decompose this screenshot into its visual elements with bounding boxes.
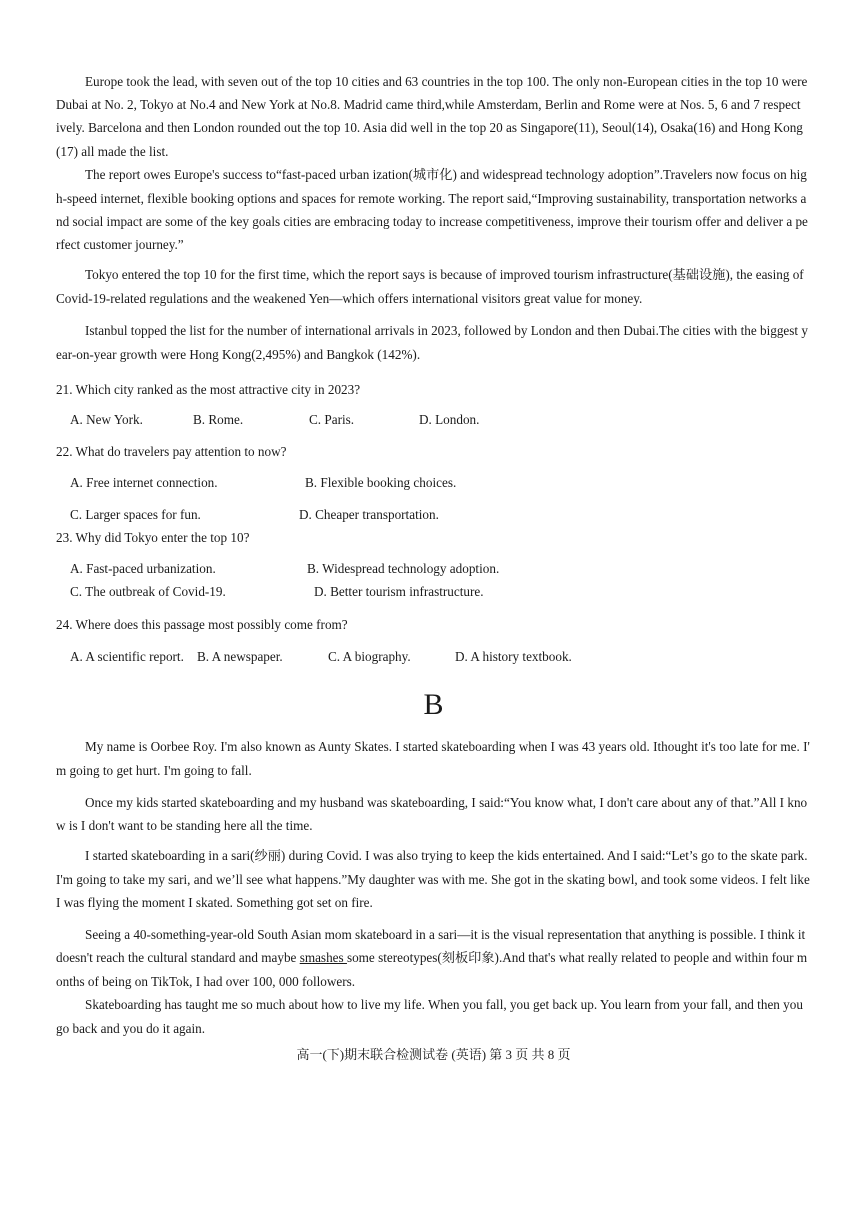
passage-a-p2-line3: nd social impact are some of the key goals cities are embracing today to increase competitiveness, improve their tourism offer and deliver a pe bbox=[56, 214, 808, 229]
passage-b-p2-line2: w is I don't want to be standing here all the time. bbox=[56, 818, 313, 833]
passage-a-p1-line1: Europe took the lead, with seven out of the top 10 cities and 63 countries in the top 100. The only non-European cities in the top 10 were bbox=[85, 74, 808, 89]
passage-a-p3-line2: Covid-19-related regulations and the weakened Yen—which offers international visitors great value for money. bbox=[56, 291, 643, 306]
passage-b-p3-line3: I was flying the moment I skated. Something got set on fire. bbox=[56, 895, 373, 910]
question-21-stem: 21. Which city ranked as the most attractive city in 2023? bbox=[56, 382, 361, 397]
passage-b-p4-line3: onths of being on TikTok, I had over 100, 000 followers. bbox=[56, 974, 356, 989]
passage-b-p3-line2: I'm going to take my sari, and we’ll see what happens.”My daughter was with me. She got in the skating bowl, and took some videos. I felt like bbox=[56, 872, 810, 887]
question-21-option-c: C. Paris. bbox=[309, 412, 355, 427]
question-22-option-c: C. Larger spaces for fun. bbox=[70, 507, 201, 522]
passage-b-p4-line1: Seeing a 40-something-year-old South Asian mom skateboard in a sari—it is the visual representation that anything is possible. I think it bbox=[85, 927, 806, 942]
question-23-stem: 23. Why did Tokyo enter the top 10? bbox=[56, 530, 250, 545]
question-23-option-a: A. Fast-paced urbanization. bbox=[70, 561, 216, 576]
passage-b-p1-line1: My name is Oorbee Roy. I'm also known as Aunty Skates. I started skateboarding when I was 43 years old. Ithought it's too late for me. I' bbox=[85, 739, 810, 754]
question-23-option-c: C. The outbreak of Covid-19. bbox=[70, 584, 226, 599]
passage-b-p1-line2: m going to get hurt. I'm going to fall. bbox=[56, 763, 252, 778]
passage-a-p2-line2: h-speed internet, flexible booking options and spaces for remote working. The report said,“Improving sustainability, transportation networks a bbox=[56, 191, 807, 206]
passage-b-p5-line2: go back and you do it again. bbox=[56, 1021, 206, 1036]
underlined-word-smashes: smashes bbox=[299, 950, 347, 965]
passage-a-p2-line1: The report owes Europe's success to“fast-paced urban ization(城市化) and widespread technology adoption”.Travelers now focus on hig bbox=[85, 167, 807, 182]
question-22-option-a: A. Free internet connection. bbox=[70, 475, 218, 490]
question-24-option-d: D. A history textbook. bbox=[455, 649, 572, 664]
question-21-option-b: B. Rome. bbox=[193, 412, 244, 427]
passage-a-p2-line4: rfect customer journey.” bbox=[56, 237, 184, 252]
question-22-stem: 22. What do travelers pay attention to now? bbox=[56, 444, 287, 459]
question-21-option-d: D. London. bbox=[419, 412, 480, 427]
passage-b-p3-line1: I started skateboarding in a sari(纱丽) during Covid. I was also trying to keep the kids entertained. And I said:“Let’s go to the skate park. bbox=[85, 848, 808, 863]
passage-b-p4-line2 bbox=[56, 950, 807, 966]
passage-a-p4-line2: ear-on-year growth were Hong Kong(2,495%) and Bangkok (142%). bbox=[56, 347, 421, 362]
passage-a-p1-line4: (17) all made the list. bbox=[56, 144, 169, 159]
passage-b-p4-line2-start: doesn't reach the cultural standard and maybe bbox=[56, 950, 300, 965]
question-24-option-a: A. A scientific report. bbox=[70, 649, 184, 664]
passage-a-p3-line1: Tokyo entered the top 10 for the first time, which the report says is because of improved tourism infrastructure(基础设施), the easing of bbox=[85, 267, 804, 282]
question-21-option-a: A. New York. bbox=[70, 412, 143, 427]
question-23-option-d: D. Better tourism infrastructure. bbox=[314, 584, 484, 599]
passage-a-p1-line3: ively. Barcelona and then London rounded out the top 10. Asia did well in the top 20 as Singapore(11), Seoul(14), Osaka(16) and Hong Kong bbox=[56, 120, 803, 135]
passage-a-p1-line2: Dubai at No. 2, Tokyo at No.4 and New York at No.8. Madrid came third,while Amsterdam, Berlin and Rome were at Nos. 5, 6 and 7 respect bbox=[56, 97, 801, 112]
passage-a-p4-line1: Istanbul topped the list for the number of international arrivals in 2023, followed by London and then Dubai.The cities with the biggest y bbox=[85, 323, 808, 338]
section-b-heading: B bbox=[423, 688, 444, 721]
page-footer: 高一(下)期末联合检测试卷 (英语) 第 3 页 共 8 页 bbox=[296, 1047, 571, 1062]
question-24-option-b: B. A newspaper. bbox=[197, 649, 283, 664]
passage-b-p5-line1: Skateboarding has taught me so much about how to live my life. When you fall, you get back up. You learn from your fall, and then you bbox=[85, 997, 803, 1012]
question-22-option-d: D. Cheaper transportation. bbox=[299, 507, 439, 522]
passage-b-p2-line1: Once my kids started skateboarding and my husband was skateboarding, I said:“You know what, I don't care about any of that.”All I kno bbox=[85, 795, 808, 810]
question-24-stem: 24. Where does this passage most possibly come from? bbox=[56, 617, 348, 632]
passage-b-p4-line2-end: some stereotypes(刻板印象).And that's what really related to people and within four m bbox=[346, 950, 808, 965]
question-22-option-b: B. Flexible booking choices. bbox=[305, 475, 457, 490]
question-24-option-c: C. A biography. bbox=[328, 649, 411, 664]
question-23-option-b: B. Widespread technology adoption. bbox=[307, 561, 500, 576]
